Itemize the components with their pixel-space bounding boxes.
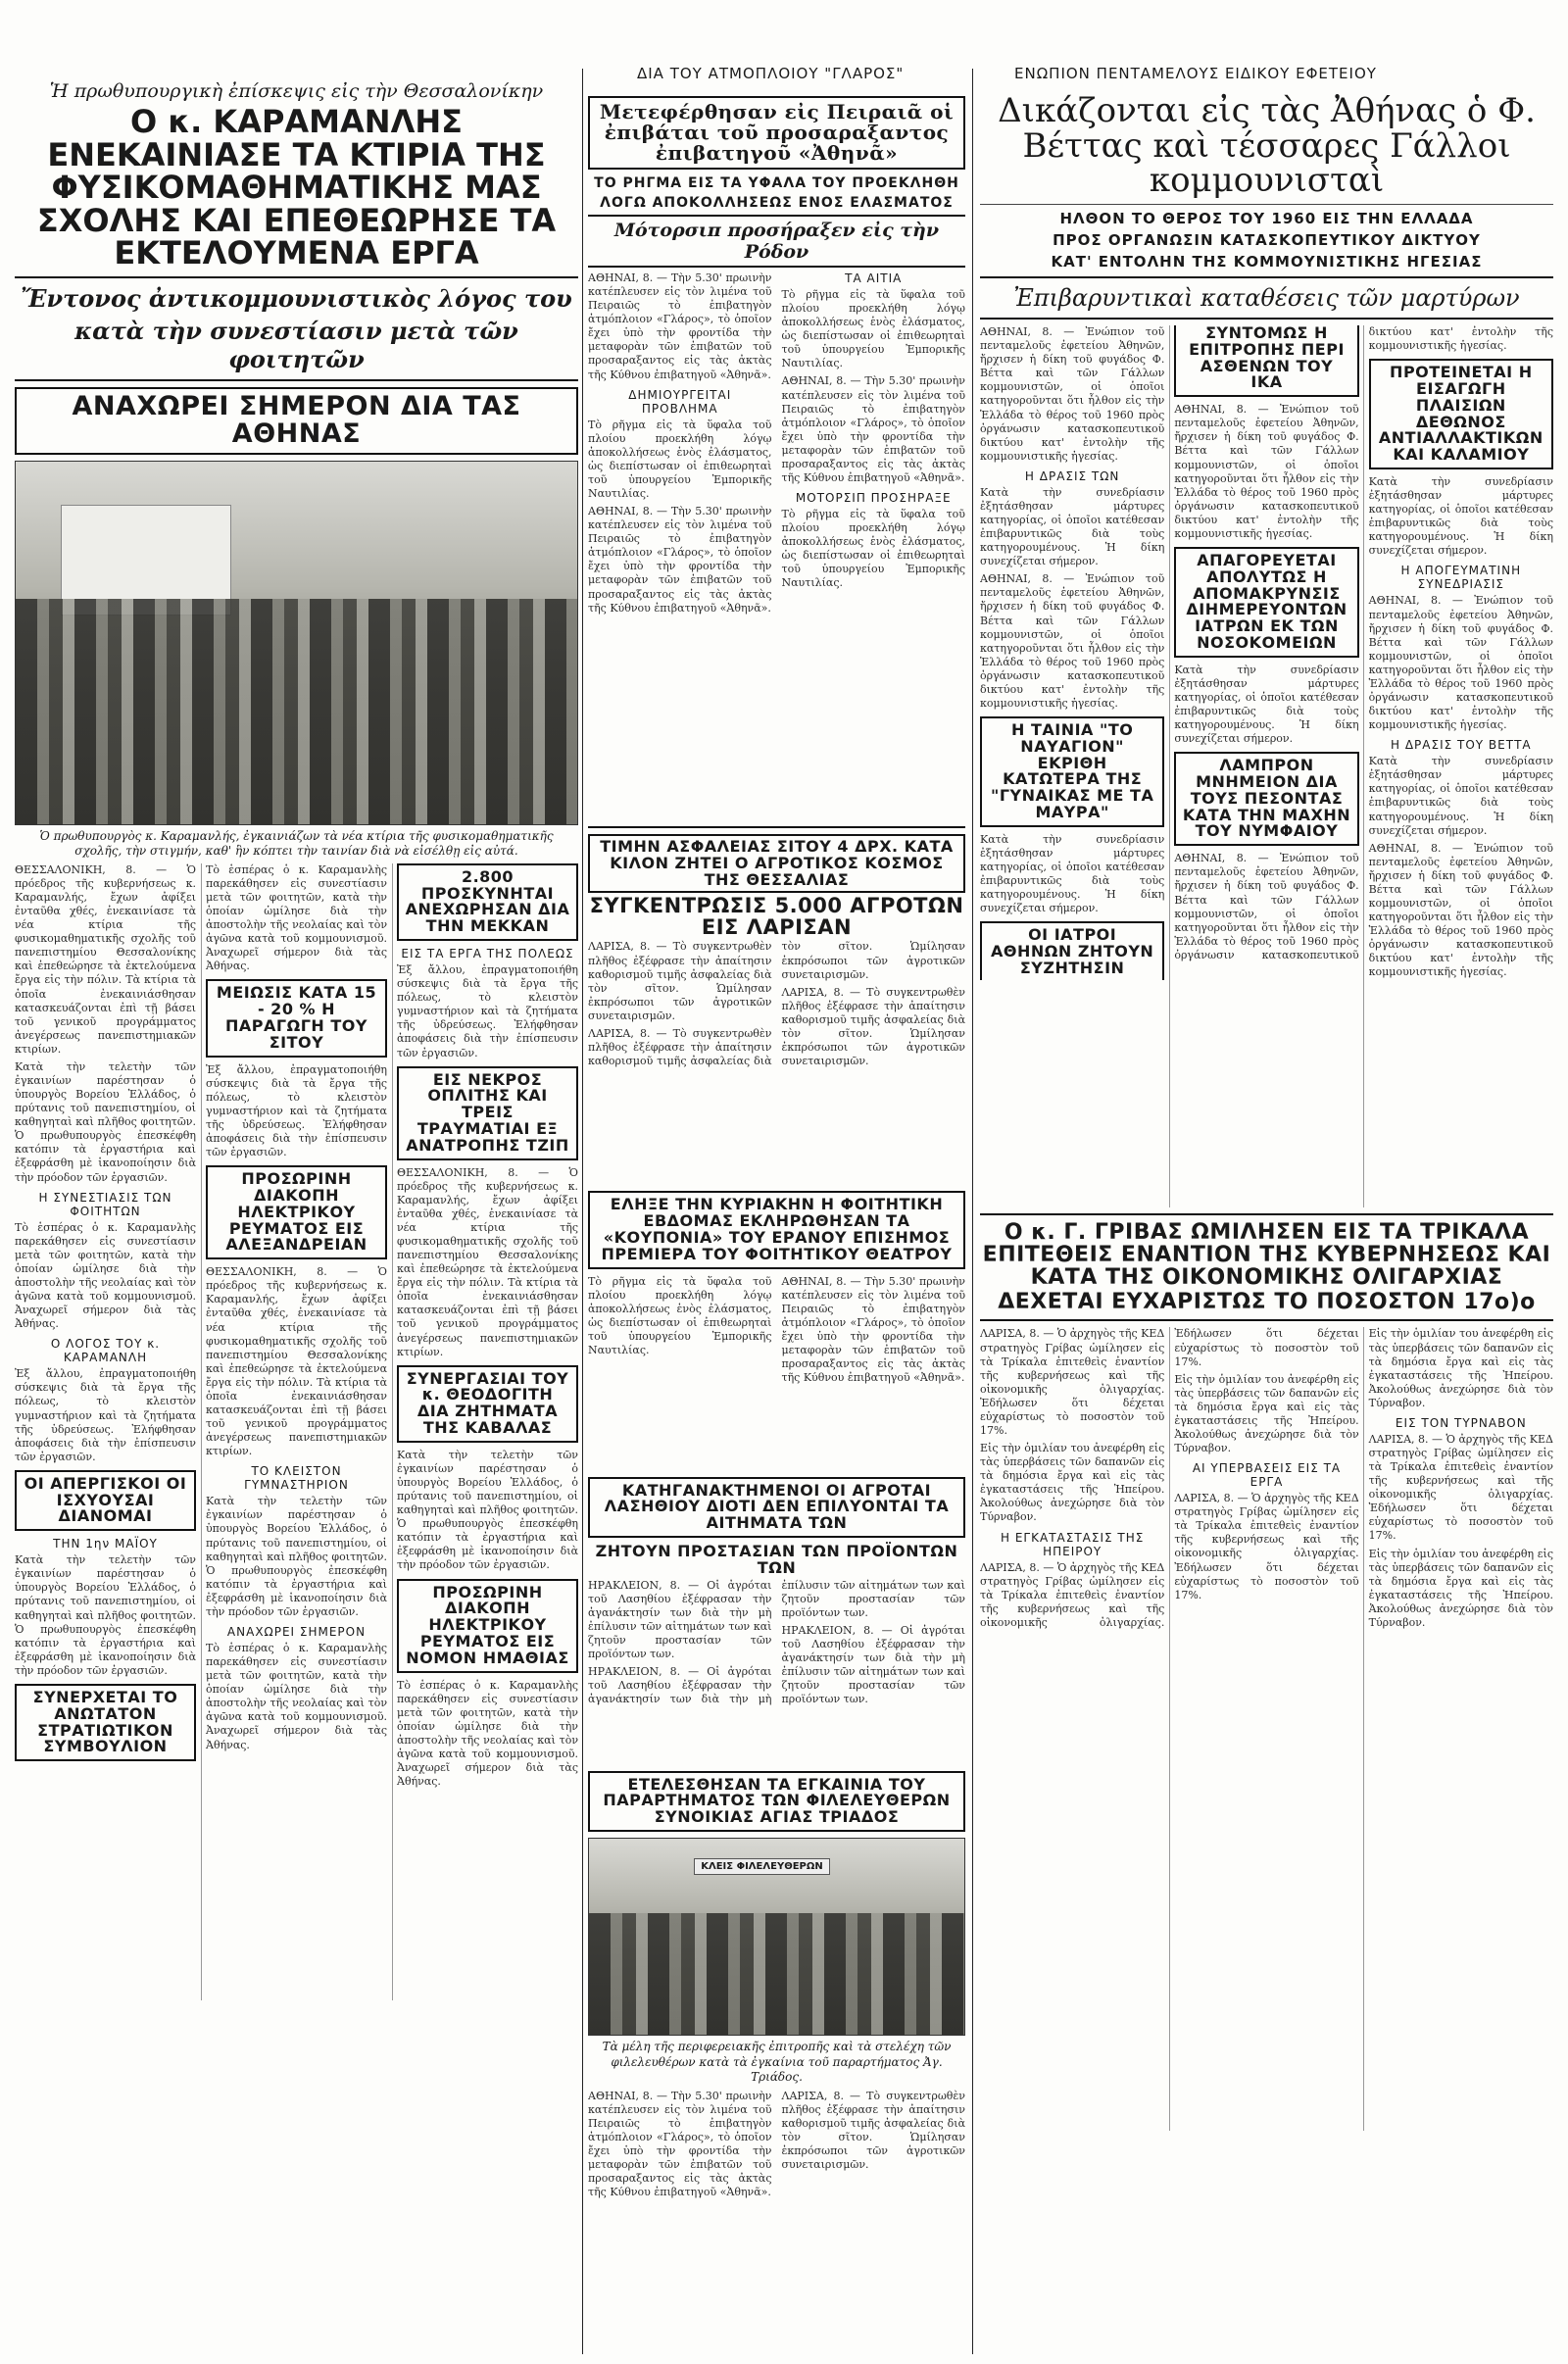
headline-film: Η ΤΑΙΝΙΑ "ΤΟ ΝΑΥΑΓΙΟΝ" ΕΚΡΙΘΗ ΚΑΤΩΤΕΡΑ ΤΗΣ "ΓΥΝΑΙΚΑΣ ΜΕ ΤΑ ΜΑΥΡΑ" (980, 716, 1164, 827)
section-heading: ΤΗΝ 1ην ΜΑΪΟΥ (53, 1537, 158, 1551)
headline-ship: Μετεφέρθησαν εἰς Πειραιᾶ οἱ ἐπιβάται τοῦ προσαραξαντος ἐπιβατηγοῦ «Ἀθηνᾶ» (588, 96, 965, 170)
paragraph: ΑΘΗΝΑΙ, 8. — Ἐνώπιον τοῦ πενταμελοῦς ἐφετείου Ἀθηνῶν, ἤρχισεν ἡ δίκη τοῦ φυγάδος Φ. Βέττα καὶ τῶν Γάλλων κομμουνιστῶν, οἱ ὁποῖοι κατηγοροῦνται ὅτι ἦλθον εἰς τὴν Ἑλλάδα τὸ θέρος τοῦ 1960 πρὸς ὀργάνωσιν κατασκοπευτικοῦ δικτύου κατ' ἐντολὴν τῆς κομμουνιστικῆς ἡγεσίας. (1368, 594, 1553, 732)
headline-power-cut: ΠΡΟΣΩΡΙΝΗ ΔΙΑΚΟΠΗ ΗΛΕΚΤΡΙΚΟΥ ΡΕΥΜΑΤΟΣ ΕΙΣ ΑΛΕΞΑΝΔΡΕΙΑΝ (206, 1165, 387, 1259)
subhead-larisa: ΣΥΓΚΕΝΤΡΩΣΙΣ 5.000 ΑΓΡΟΤΩΝ ΕΙΣ ΛΑΡΙΣΑΝ (589, 894, 964, 940)
top-label-glaros: ΔΙΑ ΤΟΥ ΑΤΜΟΠΛΟΙΟΥ "ΓΛΑΡΟΣ" (637, 65, 905, 82)
paragraph: ΑΘΗΝΑΙ, 8. — Ἐνώπιον τοῦ πενταμελοῦς ἐφετείου Ἀθηνῶν, ἤρχισεν ἡ δίκη τοῦ φυγάδος Φ. Βέττα καὶ τῶν Γάλλων κομμουνιστῶν, οἱ ὁποῖοι κατηγοροῦνται ὅτι ἦλθον εἰς τὴν Ἑλλάδα τὸ θέρος τοῦ 1960 πρὸς ὀργάνωσιν κατασκοπευτικοῦ δικτύου κατ' ἐντολὴν τῆς κομμουνιστικῆς ἡγεσίας. (1174, 325, 1553, 961)
photo-caption: Τὰ μέλη τῆς περιφερειακῆς ἐπιτροπῆς καὶ τὰ στελέχη τῶν φιλελευθέρων κατὰ τὰ ἐγκαίνια τοῦ παραρτήματος Ἀγ. Τριάδος. (602, 2040, 952, 2085)
column-vettas (980, 92, 1553, 2354)
paragraph: Τὸ ἑσπέρας ὁ κ. Καραμανλὴς παρεκάθησεν εἰς συνεστίασιν μετὰ τῶν φοιτητῶν, κατὰ τὴν ὁποίαν ὡμίλησε διὰ τὴν ἀποστολὴν τῆς νεολαίας καὶ τὸν ἀγῶνα κατὰ τοῦ κομμουνισμοῦ. Ἀναχωρεῖ σήμερον διὰ τὰς Ἀθήνας. (15, 1220, 196, 1331)
paragraph: ΗΡΑΚΛΕΙΟΝ, 8. — Οἱ ἀγρόται τοῦ Λασηθίου ἐξέφρασαν τὴν ἀγανάκτησίν των διὰ τὴν μὴ ἐπίλυσιν τῶν αἰτημάτων των καὶ ζητοῦν προστασίαν τῶν προϊόντων των. (588, 1578, 965, 1706)
paragraph: Τὸ ρῆγμα εἰς τὰ ὕφαλα τοῦ πλοίου προεκλήθη λόγῳ ἀποκολλήσεως ἑνὸς ἐλάσματος, ὡς διεπίστωσαν οἱ ἐπιθεωρηταὶ τοῦ ὑπουργείου Ἐμπορικῆς Ναυτιλίας. (781, 288, 965, 370)
section-heading: Η ΔΡΑΣΙΣ ΤΟΥ ΒΕΤΤΑ (1391, 738, 1532, 753)
paragraph: ΑΘΗΝΑΙ, 8. — Ἐνώπιον τοῦ πενταμελοῦς ἐφετείου Ἀθηνῶν, ἤρχισεν ἡ δίκη τοῦ φυγάδος Φ. Βέττα καὶ τῶν Γάλλων κομμουνιστῶν, οἱ ὁποῖοι κατηγοροῦνται ὅτι ἦλθον εἰς τὴν Ἑλλάδα τὸ θέρος τοῦ 1960 πρὸς ὀργάνωσιν κατασκοπευτικοῦ δικτύου κατ' ἐντολὴν τῆς κομμουνιστικῆς ἡγεσίας. (980, 572, 1165, 711)
divider (980, 276, 1553, 278)
headline-jeep-accident: ΕΙΣ ΝΕΚΡΟΣ ΟΠΛΙΤΗΣ ΚΑΙ ΤΡΕΙΣ ΤΡΑΥΜΑΤΙΑΙ ΕΞ ΑΝΑΤΡΟΠΗΣ ΤΖΙΠ (397, 1066, 578, 1160)
kicker: Ἡ πρωθυπουργικὴ ἐπίσκεψις εἰς τὴν Θεσσαλονίκην (49, 80, 544, 102)
article-body-a (15, 863, 578, 2000)
headline-grivas: Ο κ. Γ. ΓΡΙΒΑΣ ΩΜΙΛΗΣΕΝ ΕΙΣ ΤΑ ΤΡΙΚΑΛΑ ΕΠΙΤΕΘΕΙΣ ΕΝΑΝΤΙΟΝ ΤΗΣ ΚΥΒΕΡΝΗΣΕΩΣ ΚΑΙ ΚΑΤΑ ΤΗΣ ΟΙΚΟΝΟΜΙΚΗΣ ΟΛΙΓΑΡΧΙΑΣ (982, 1220, 1551, 1291)
headline-liberals-branch: ΕΤΕΛΕΣΘΗΣΑΝ ΤΑ ΕΓΚΑΙΝΙΑ ΤΟΥ ΠΑΡΑΡΤΗΜΑΤΟΣ ΤΩΝ ΦΙΛΕΛΕΥΘΕΡΩΝ ΣΥΝΟΙΚΙΑΣ ΑΓΙΑΣ ΤΡΙΑΔΟΣ (588, 1771, 965, 1832)
paragraph: ΛΑΡΙΣΑ, 8. — Ὁ ἀρχηγὸς τῆς ΚΕΔ στρατηγὸς Γρίβας ὡμίλησεν εἰς τὰ Τρίκαλα ἐπιτεθεὶς ἐναντίον τῆς κυβερνήσεως καὶ τῆς οἰκονομικῆς ὀλιγαρχίας. Ἐδήλωσεν ὅτι δέχεται εὐχαρίστως τὸ ποσοστὸν τοῦ 17%. (980, 1327, 1359, 1629)
paragraph: ΘΕΣΣΑΛΟΝΙΚΗ, 8. — Ὁ πρόεδρος τῆς κυβερνήσεως κ. Καραμανλής, ἔχων ἀφίξει ἐνταῦθα χθές, ἐνεκαινίασε τὰ νέα κτίρια τῆς φυσικομαθηματικῆς σχολῆς τοῦ πανεπιστημίου Θεσσαλονίκης καὶ ἐπεθεώρησε τὰ ἐκτελούμενα ἔργα εἰς τὴν πόλιν. Τὰ κτίρια τὰ ὁποῖα ἐνεκαινιάσθησαν κατασκευάζονται ἐπὶ τῇ βάσει τοῦ γενικοῦ προγράμματος ἀνεγέρσεως πανεπιστημιακῶν κτιρίων. (397, 1165, 578, 1358)
paragraph: Τὸ ἑσπέρας ὁ κ. Καραμανλὴς παρεκάθησεν εἰς συνεστίασιν μετὰ τῶν φοιτητῶν, κατὰ τὴν ὁποίαν ὡμίλησε διὰ τὴν ἀποστολὴν τῆς νεολαίας καὶ τὸν ἀγῶνα κατὰ τοῦ κομμουνισμοῦ. Ἀναχωρεῖ σήμερον διὰ τὰς Ἀθήνας. (206, 862, 387, 973)
headline-import: ΠΡΟΤΕΙΝΕΤΑΙ Η ΕΙΣΑΓΩΓΗ ΠΛΑΙΣΙΩΝ ΔΕΘΩΝΟΣ ΑΝΤΙΑΛΛΑΚΤΙΚΩΝ ΚΑΙ ΚΑΛΑΜΙΟΥ (1369, 359, 1553, 469)
section-heading: ΜΟΤΟΡΣΙΠ ΠΡΟΣΗΡΑΞΕ (795, 491, 952, 506)
photo-crowd (16, 599, 577, 823)
article-body-trial (980, 325, 1553, 1207)
headline-vettas: Δικάζονται εἰς τὰς Ἀθήνας ὁ Φ. Βέττας καὶ τέσσαρες Γάλλοι κομμουνισταὶ (998, 92, 1536, 201)
subhead-summer: ΗΛΘΟΝ ΤΟ ΘΕΡΟΣ ΤΟΥ 1960 ΕΙΣ ΤΗΝ ΕΛΛΑΔΑ (1059, 210, 1474, 228)
top-label-court: ΕΝΩΠΙΟΝ ΠΕΝΤΑΜΕΛΟΥΣ ΕΙΔΙΚΟΥ ΕΦΕΤΕΙΟΥ (1014, 65, 1377, 82)
headline-wheat: ΜΕΙΩΣΙΣ ΚΑΤΑ 15 - 20 % Η ΠΑΡΑΓΩΓΗ ΤΟΥ ΣΙΤΟΥ (206, 979, 387, 1057)
headline-strikes: ΟΙ ΑΠΕΡΓΙΣΚΟΙ ΟΙ ΙΣΧΥΟΥΣΑΙ ΔΙΑΝΟΜΑΙ (15, 1470, 196, 1531)
article-body-liberals (588, 2090, 965, 2237)
boxhead-departure: ΑΝΑΧΩΡΕΙ ΣΗΜΕΡΟΝ ΔΙΑ ΤΑΣ ΑΘΗΝΑΣ (15, 387, 578, 455)
photo-liberals (588, 1838, 965, 2036)
paragraph: ΛΑΡΙΣΑ, 8. — Ὁ ἀρχηγὸς τῆς ΚΕΔ στρατηγὸς Γρίβας ὡμίλησεν εἰς τὰ Τρίκαλα ἐπιτεθεὶς ἐναντίον τῆς κυβερνήσεως καὶ τῆς οἰκονομικῆς ὀλιγαρχίας. Ἐδήλωσεν ὅτι δέχεται εὐχαρίστως τὸ ποσοστὸν τοῦ 17%. (980, 1327, 1165, 1437)
divider (980, 1319, 1553, 1321)
headline-lasithi: ΚΑΤΗΓΑΝΑΚΤΗΜΕΝΟΙ ΟΙ ΑΓΡΟΤΑΙ ΛΑΣΗΘΙΟΥ ΔΙΟΤΙ ΔΕΝ ΕΠΙΛΥΟΝΤΑΙ ΤΑ ΑΙΤΗΜΑΤΑ ΤΩΝ (588, 1477, 965, 1538)
headline-student-week: ΕΛΗΞΕ ΤΗΝ ΚΥΡΙΑΚΗΝ Η ΦΟΙΤΗΤΙΚΗ ΕΒΔΟΜΑΣ ΕΚΛΗΡΩΘΗΣΑΝ ΤΑ «ΚΟΥΠΟΝΙΑ» ΤΟΥ ΕΡΑΝΟΥ ΕΠΙΣΗΜΟΣ ΠΡΕΜΙΕΡΑ ΤΟΥ ΦΟΙΤΗΤΙΚΟΥ ΘΕΑΤΡΟΥ (588, 1191, 965, 1268)
section-heading: Η ΔΡΑΣΙΣ ΤΩΝ (1024, 468, 1120, 483)
paragraph: ΑΘΗΝΑΙ, 8. — Ἐνώπιον τοῦ πενταμελοῦς ἐφετείου Ἀθηνῶν, ἤρχισεν ἡ δίκη τοῦ φυγάδος Φ. Βέττα καὶ τῶν Γάλλων κομμουνιστῶν, οἱ ὁποῖοι κατηγοροῦνται ὅτι ἦλθον εἰς τὴν Ἑλλάδα τὸ θέρος τοῦ 1960 πρὸς ὀργάνωσιν κατασκοπευτικοῦ δικτύου κατ' ἐντολὴν τῆς κομμουνιστικῆς ἡγεσίας. (980, 325, 1165, 463)
paragraph: Κατὰ τὴν τελετὴν τῶν ἐγκαινίων παρέστησαν ὁ ὑπουργὸς Βορείου Ἑλλάδος, ὁ πρύτανις τοῦ πανεπιστημίου, οἱ καθηγηταὶ καὶ πλῆθος φοιτητῶν. Ὁ πρωθυπουργὸς ἐπεσκέφθη κατόπιν τὰ ἐργαστήρια καὶ ἐξεφράσθη μὲ ἱκανοποίησιν διὰ τὴν πρόοδον τῶν ἐργασιῶν. (397, 1448, 578, 1572)
paragraph: ΑΘΗΝΑΙ, 8. — Τὴν 5.30' πρωινὴν κατέπλευσεν εἰς τὸν λιμένα τοῦ Πειραιῶς τὸ ἐπιβατηγὸν ἀτμόπλοιον «Γλάρος», τὸ ὁποῖον ἔχει ὑπὸ τὴν φροντίδα τὴν μεταφορὰν τῶν ἐπιβατῶν τοῦ προσαραξαντος εἰς τὰς ἀκτὰς τῆς Κύθνου ἐπιβατηγοῦ «Ἀθηνᾶ». (588, 2089, 772, 2199)
section-heading: Η ΣΥΝΕΣΤΙΑΣΙΣ ΤΩΝ ΦΟΙΤΗΤΩΝ (38, 1190, 172, 1218)
column-divider (972, 69, 973, 2354)
photo-caption: Ὁ πρωθυπουργὸς κ. Καραμανλής, ἐγκαινιάζων τὰ νέα κτίρια τῆς φυσικομαθηματικῆς σχολῆς, τὴν στιγμήν, καθ' ἣν κόπτει τὴν ταινίαν διὰ νὰ εἰσέλθῃ εἰς αὐτά. (39, 828, 554, 859)
paragraph: Εἰς τὴν ὁμιλίαν του ἀνεφέρθη εἰς τὰς ὑπερβάσεις τῶν δαπανῶν εἰς τὰ δημόσια ἔργα καὶ εἰς τὰς ἐγκαταστάσεις τῆς Ἠπείρου. Ἀκολούθως ἀνεχώρησε διὰ τὸν Τύρναβον. (980, 1442, 1165, 1524)
article-body-students (588, 1275, 965, 1471)
paragraph: Ἐξ ἄλλου, ἐπραγματοποιήθη σύσκεψις διὰ τὰ ἔργα τῆς πόλεως, τὸ κλειστὸν γυμναστήριον καὶ τὰ ζητήματα τῆς ὑδρεύσεως. Ἐλήφθησαν ἀποφάσεις διὰ τὴν ἐπίσπευσιν τῶν ἐργασιῶν. (206, 1062, 387, 1159)
paragraph: Τὸ ρῆγμα εἰς τὰ ὕφαλα τοῦ πλοίου προεκλήθη λόγῳ ἀποκολλήσεως ἑνὸς ἐλάσματος, ὡς διεπίστωσαν οἱ ἐπιθεωρηταὶ τοῦ ὑπουργείου Ἐμπορικῆς Ναυτιλίας. (588, 418, 772, 501)
column-karamanlis (15, 78, 578, 2354)
paragraph: Ἐξ ἄλλου, ἐπραγματοποιήθη σύσκεψις διὰ τὰ ἔργα τῆς πόλεως, τὸ κλειστὸν γυμναστήριον καὶ τὰ ζητήματα τῆς ὑδρεύσεως. Ἐλήφθησαν ἀποφάσεις διὰ τὴν ἐπίσπευσιν τῶν ἐργασιῶν. (15, 1367, 196, 1463)
paragraph: Κατὰ τὴν συνεδρίασιν ἐξητάσθησαν μάρτυρες κατηγορίας, οἱ ὁποῖοι κατέθεσαν ἐπιβαρυντικῶς διὰ τοὺς κατηγορουμένους. Ἡ δίκη συνεχίζεται σήμερον. (980, 485, 1165, 568)
paragraph: ΑΘΗΝΑΙ, 8. — Τὴν 5.30' πρωινὴν κατέπλευσεν εἰς τὸν λιμένα τοῦ Πειραιῶς τὸ ἐπιβατηγὸν ἀτμόπλοιον «Γλάρος», τὸ ὁποῖον ἔχει ὑπὸ τὴν φροντίδα τὴν μεταφορὰν τῶν ἐπιβατῶν τοῦ προσαραξαντος εἰς τὰς ἀκτὰς τῆς Κύθνου ἐπιβατηγοῦ «Ἀθηνᾶ». (588, 271, 772, 381)
section-heading: ΑΝΑΧΩΡΕΙ ΣΗΜΕΡΟΝ (226, 1624, 367, 1639)
paragraph: Εἰς τὴν ὁμιλίαν του ἀνεφέρθη εἰς τὰς ὑπερβάσεις τῶν δαπανῶν εἰς τὰ δημόσια ἔργα καὶ εἰς τὰς ἐγκαταστάσεις τῆς Ἠπείρου. Ἀκολούθως ἀνεχώρησε διὰ τὸν Τύρναβον. (1368, 1327, 1553, 1409)
photo-inauguration (15, 461, 578, 825)
divider (15, 276, 578, 278)
paragraph: ΛΑΡΙΣΑ, 8. — Τὸ συγκεντρωθὲν πλῆθος ἐξέφρασε τὴν ἀπαίτησιν καθορισμοῦ τιμῆς ἀσφαλείας διὰ τὸν σῖτον. Ὡμίλησαν ἐκπρόσωποι τῶν ἀγροτικῶν συνεταιρισμῶν. (588, 940, 965, 1068)
section-heading: Η ΕΓΚΑΤΑΣΤΑΣΙΣ ΤΗΣ ΗΠΕΙΡΟΥ (1001, 1530, 1145, 1558)
column-ship (588, 90, 965, 2354)
section-heading: ΤΑ ΑΙΤΙΑ (845, 271, 903, 285)
headline-kavala: ΣΥΝΕΡΓΑΣΙΑΙ ΤΟΥ κ. ΘΕΟΔΟΓΙΤΗ ΔΙΑ ΖΗΤΗΜΑΤΑ ΤΗΣ ΚΑΒΑΛΑΣ (397, 1365, 578, 1443)
article-body-lasithi (588, 1579, 965, 1765)
section-heading: ΑΙ ΥΠΕΡΒΑΣΕΙΣ ΕΙΣ ΤΑ ΕΡΓΑ (1192, 1461, 1342, 1490)
paragraph: ΑΘΗΝΑΙ, 8. — Ἐνώπιον τοῦ πενταμελοῦς ἐφετείου Ἀθηνῶν, ἤρχισεν ἡ δίκη τοῦ φυγάδος Φ. Βέττα καὶ τῶν Γάλλων κομμουνιστῶν, οἱ ὁποῖοι κατηγοροῦνται ὅτι ἦλθον εἰς τὴν Ἑλλάδα τὸ θέρος τοῦ 1960 πρὸς ὀργάνωσιν κατασκοπευτικοῦ δικτύου κατ' ἐντολὴν τῆς κομμουνιστικῆς ἡγεσίας. (1368, 841, 1553, 979)
column-divider (582, 69, 583, 2354)
paragraph: ΛΑΡΙΣΑ, 8. — Τὸ συγκεντρωθὲν πλῆθος ἐξέφρασε τὴν ἀπαίτησιν καθορισμοῦ τιμῆς ἀσφαλείας διὰ τὸν σῖτον. Ὡμίλησαν ἐκπρόσωποι τῶν ἀγροτικῶν συνεταιρισμῶν. (781, 2089, 965, 2172)
paragraph: ΗΡΑΚΛΕΙΟΝ, 8. — Οἱ ἀγρόται τοῦ Λασηθίου ἐξέφρασαν τὴν ἀγανάκτησίν των διὰ τὴν μὴ ἐπίλυσιν τῶν αἰτημάτων των καὶ ζητοῦν προστασίαν τῶν προϊόντων των. (588, 1578, 772, 1661)
divider (980, 1213, 1553, 1215)
subhead-plate: ΛΟΓΩ ΑΠΟΚΟΛΛΗΣΕΩΣ ΕΝΟΣ ΕΛΑΣΜΑΤΟΣ (600, 195, 954, 211)
paragraph: Εἰς τὴν ὁμιλίαν του ἀνεφέρθη εἰς τὰς ὑπερβάσεις τῶν δαπανῶν εἰς τὰ δημόσια ἔργα καὶ εἰς τὰς ἐγκαταστάσεις τῆς Ἠπείρου. Ἀκολούθως ἀνεχώρησε διὰ τὸν Τύρναβον. (1174, 1372, 1359, 1455)
headline-imathia-power: ΠΡΟΣΩΡΙΝΗ ΔΙΑΚΟΠΗ ΗΛΕΚΤΡΙΚΟΥ ΡΕΥΜΑΤΟΣ ΕΙΣ ΝΟΜΟΝ ΗΜΑΘΙΑΣ (397, 1579, 578, 1673)
headline-motorship: Μότορσιπ προσήραξεν εἰς τὴν Ρόδον (588, 215, 965, 268)
headline-witnesses: Ἐπιβαρυντικαὶ καταθέσεις τῶν μαρτύρων (1013, 284, 1520, 313)
divider (588, 826, 965, 828)
paragraph: ΗΡΑΚΛΕΙΟΝ, 8. — Οἱ ἀγρόται τοῦ Λασηθίου ἐξέφρασαν τὴν ἀγανάκτησίν των διὰ τὴν μὴ ἐπίλυσιν τῶν αἰτημάτων των καὶ ζητοῦν προστασίαν τῶν προϊόντων των. (781, 1623, 965, 1706)
paragraph: ΛΑΡΙΣΑ, 8. — Τὸ συγκεντρωθὲν πλῆθος ἐξέφρασε τὴν ἀπαίτησιν καθορισμοῦ τιμῆς ἀσφαλείας διὰ τὸν σῖτον. Ὡμίλησαν ἐκπρόσωποι τῶν ἀγροτικῶν συνεταιρισμῶν. (781, 985, 965, 1068)
divider (15, 379, 578, 381)
article-body-farmers (588, 940, 965, 1185)
paragraph: ΑΘΗΝΑΙ, 8. — Τὴν 5.30' πρωινὴν κατέπλευσεν εἰς τὸν λιμένα τοῦ Πειραιῶς τὸ ἐπιβατηγὸν ἀτμόπλοιον «Γλάρος», τὸ ὁποῖον ἔχει ὑπὸ τὴν φροντίδα τὴν μεταφορὰν τῶν ἐπιβατῶν τοῦ προσαραξαντος εἰς τὰς ἀκτὰς τῆς Κύθνου ἐπιβατηγοῦ «Ἀθηνᾶ». (781, 1274, 965, 1385)
paragraph: Κατὰ τὴν συνεδρίασιν ἐξητάσθησαν μάρτυρες κατηγορίας, οἱ ὁποῖοι κατέθεσαν ἐπιβαρυντικῶς διὰ τοὺς κατηγορουμένους. Ἡ δίκη συνεχίζεται σήμερον. (1368, 755, 1553, 837)
paragraph: Ἐξ ἄλλου, ἐπραγματοποιήθη σύσκεψις διὰ τὰ ἔργα τῆς πόλεως, τὸ κλειστὸν γυμναστήριον καὶ τὰ ζητήματα τῆς ὑδρεύσεως. Ἐλήφθησαν ἀποφάσεις διὰ τὴν ἐπίσπευσιν τῶν ἐργασιῶν. (397, 963, 578, 1059)
headline-military-council: ΣΥΝΕΡΧΕΤΑΙ ΤΟ ΑΝΩΤΑΤΟΝ ΣΤΡΑΤΙΩΤΙΚΟΝ ΣΥΜΒΟΥΛΙΟΝ (15, 1684, 196, 1761)
photo-crowd (589, 1913, 964, 2035)
paragraph: ΘΕΣΣΑΛΟΝΙΚΗ, 8. — Ὁ πρόεδρος τῆς κυβερνήσεως κ. Καραμανλής, ἔχων ἀφίξει ἐνταῦθα χθές, ἐνεκαινίασε τὰ νέα κτίρια τῆς φυσικομαθηματικῆς σχολῆς τοῦ πανεπιστημίου Θεσσαλονίκης καὶ ἐπεθεώρησε τὰ ἐκτελούμενα ἔργα εἰς τὴν πόλιν. Τὰ κτίρια τὰ ὁποῖα ἐνεκαινιάσθησαν κατασκευάζονται ἐπὶ τῇ βάσει τοῦ γενικοῦ προγράμματος ἀνεγέρσεως πανεπιστημιακῶν κτιρίων. (15, 862, 196, 1056)
section-heading: Ο ΛΟΓΟΣ ΤΟΥ κ. ΚΑΡΑΜΑΝΛΗ (50, 1337, 161, 1365)
paragraph: ΑΘΗΝΑΙ, 8. — Ἐνώπιον τοῦ πενταμελοῦς ἐφετείου Ἀθηνῶν, ἤρχισεν ἡ δίκη τοῦ φυγάδος Φ. Βέττα καὶ τῶν Γάλλων κομμουνιστῶν, οἱ ὁποῖοι κατηγοροῦνται ὅτι ἦλθον εἰς τὴν Ἑλλάδα τὸ θέρος τοῦ 1960 πρὸς ὀργάνωσιν κατασκοπευτικοῦ δικτύου κατ' ἐντολὴν τῆς κομμουνιστικῆς ἡγεσίας. (1174, 403, 1359, 540)
section-heading: ΕΙΣ ΤΟΝ ΤΥΡΝΑΒΟΝ (1395, 1415, 1527, 1430)
paragraph: ΘΕΣΣΑΛΟΝΙΚΗ, 8. — Ὁ πρόεδρος τῆς κυβερνήσεως κ. Καραμανλής, ἔχων ἀφίξει ἐνταῦθα χθές, ἐνεκαινίασε τὰ νέα κτίρια τῆς φυσικομαθηματικῆς σχολῆς τοῦ πανεπιστημίου Θεσσαλονίκης καὶ ἐπεθεώρησε τὰ ἐκτελούμενα ἔργα εἰς τὴν πόλιν. Τὰ κτίρια τὰ ὁποῖα ἐνεκαινιάσθησαν κατασκευάζονται ἐπὶ τῇ βάσει τοῦ γενικοῦ προγράμματος ἀνεγέρσεως πανεπιστημιακῶν κτιρίων. (206, 1265, 387, 1458)
subhead-orders: ΚΑΤ' ΕΝΤΟΛΗΝ ΤΗΣ ΚΟΜΜΟΥΝΙΣΤΙΚΗΣ ΗΓΕΣΙΑΣ (1051, 253, 1483, 271)
paragraph: Κατὰ τὴν τελετὴν τῶν ἐγκαινίων παρέστησαν ὁ ὑπουργὸς Βορείου Ἑλλάδος, ὁ πρύτανις τοῦ πανεπιστημίου, οἱ καθηγηταὶ καὶ πλῆθος φοιτητῶν. Ὁ πρωθυπουργὸς ἐπεσκέφθη κατόπιν τὰ ἐργαστήρια καὶ ἐξεφράσθη μὲ ἱκανοποίησιν διὰ τὴν πρόοδον τῶν ἐργασιῶν. (206, 1495, 387, 1618)
subhead-protection: ΖΗΤΟΥΝ ΠΡΟΣΤΑΣΙΑΝ ΤΩΝ ΠΡΟΪΟΝΤΩΝ ΤΩΝ (595, 1542, 958, 1577)
section-heading: ΕΙΣ ΤΑ ΕΡΓΑ ΤΗΣ ΠΟΛΕΩΣ (401, 947, 574, 961)
paragraph: Τὸ ρῆγμα εἰς τὰ ὕφαλα τοῦ πλοίου προεκλήθη λόγῳ ἀποκολλήσεως ἑνὸς ἐλάσματος, ὡς διεπίστωσαν οἱ ἐπιθεωρηταὶ τοῦ ὑπουργείου Ἐμπορικῆς Ναυτιλίας. (588, 1274, 772, 1357)
paragraph: ΑΘΗΝΑΙ, 8. — Τὴν 5.30' πρωινὴν κατέπλευσεν εἰς τὸν λιμένα τοῦ Πειραιῶς τὸ ἐπιβατηγὸν ἀτμόπλοιον «Γλάρος», τὸ ὁποῖον ἔχει ὑπὸ τὴν φροντίδα τὴν μεταφορὰν τῶν ἐπιβατῶν τοῦ προσαραξαντος εἰς τὰς ἀκτὰς τῆς Κύθνου ἐπιβατηγοῦ «Ἀθηνᾶ». (781, 374, 965, 485)
paragraph: ΛΑΡΙΣΑ, 8. — Τὸ συγκεντρωθὲν πλῆθος ἐξέφρασε τὴν ἀπαίτησιν καθορισμοῦ τιμῆς ἀσφαλείας διὰ τὸν σῖτον. Ὡμίλησαν ἐκπρόσωποι τῶν ἀγροτικῶν συνεταιρισμῶν. (588, 940, 772, 1022)
subhead-dinner: κατὰ τὴν συνεστίασιν μετὰ τῶν φοιτητῶν (74, 316, 518, 373)
divider (980, 204, 1553, 205)
paragraph: Κατὰ τὴν συνεδρίασιν ἐξητάσθησαν μάρτυρες κατηγορίας, οἱ ὁποῖοι κατέθεσαν ἐπιβαρυντικῶς διὰ τοὺς κατηγορουμένους. Ἡ δίκη συνεχίζεται σήμερον. (980, 832, 1165, 915)
paragraph: Εἰς τὴν ὁμιλίαν του ἀνεφέρθη εἰς τὰς ὑπερβάσεις τῶν δαπανῶν εἰς τὰ δημόσια ἔργα καὶ εἰς τὰς ἐγκαταστάσεις τῆς Ἠπείρου. Ἀκολούθως ἀνεχώρησε διὰ τὸν Τύρναβον. (1368, 1547, 1553, 1629)
paragraph: Κατὰ τὴν τελετὴν τῶν ἐγκαινίων παρέστησαν ὁ ὑπουργὸς Βορείου Ἑλλάδος, ὁ πρύτανις τοῦ πανεπιστημίου, οἱ καθηγηταὶ καὶ πλῆθος φοιτητῶν. Ὁ πρωθυπουργὸς ἐπεσκέφθη κατόπιν τὰ ἐργαστήρια καὶ ἐξεφράσθη μὲ ἱκανοποίησιν διὰ τὴν πρόοδον τῶν ἐργασιῶν. (15, 1553, 196, 1677)
subhead-rupture: ΤΟ ΡΗΓΜΑ ΕΙΣ ΤΑ ΥΦΑΛΑ ΤΟΥ ΠΡΟΕΚΛΗΘΗ (594, 175, 959, 191)
paragraph: ΑΘΗΝΑΙ, 8. — Τὴν 5.30' πρωινὴν κατέπλευσεν εἰς τὸν λιμένα τοῦ Πειραιῶς τὸ ἐπιβατηγὸν ἀτμόπλοιον «Γλάρος», τὸ ὁποῖον ἔχει ὑπὸ τὴν φροντίδα τὴν μεταφορὰν τῶν ἐπιβατῶν τοῦ προσαραξαντος εἰς τὰς ἀκτὰς τῆς Κύθνου ἐπιβατηγοῦ «Ἀθηνᾶ». (588, 505, 772, 615)
article-body-grivas (980, 1327, 1553, 2131)
article-body-ship (588, 271, 965, 820)
paragraph: Κατὰ τὴν συνεδρίασιν ἐξητάσθησαν μάρτυρες κατηγορίας, οἱ ὁποῖοι κατέθεσαν ἐπιβαρυντικῶς διὰ τοὺς κατηγορουμένους. Ἡ δίκη συνεχίζεται σήμερον. (1174, 663, 1359, 746)
headline-doctors: ΟΙ ΙΑΤΡΟΙ ΑΘΗΝΩΝ ΖΗΤΟΥΝ ΣΥΖΗΤΗΣΙΝ ΣΥΝΤΟΜΩΣ Η ΕΠΙΤΡΟΠΗΣ ΠΕΡΙ ΑΣΘΕΝΩΝ ΤΟΥ ΙΚΑ (980, 325, 1359, 979)
photo-sign: ΚΛΕΙΣ ΦΙΛΕΛΕΥΘΕΡΩΝ (694, 1858, 830, 1875)
headline-monument: ΛΑΜΠΡΟΝ ΜΝΗΜΕΙΟΝ ΔΙΑ ΤΟΥΣ ΠΕΣΟΝΤΑΣ ΚΑΤΑ ΤΗΝ ΜΑΧΗΝ ΤΟΥ ΝΥΜΦΑΙΟΥ (1174, 752, 1358, 846)
section-heading: Η ΑΠΟΓΕΥΜΑΤΙΝΗ ΣΥΝΕΔΡΙΑΣΙΣ (1400, 564, 1522, 592)
divider (980, 318, 1553, 320)
headline-pilgrims: 2.800 ΠΡΟΣΚΥΝΗΤΑΙ ΑΝΕΧΩΡΗΣΑΝ ΔΙΑ ΤΗΝ ΜΕΚΚΑΝ (397, 863, 578, 941)
paragraph: Κατὰ τὴν τελετὴν τῶν ἐγκαινίων παρέστησαν ὁ ὑπουργὸς Βορείου Ἑλλάδος, ὁ πρύτανις τοῦ πανεπιστημίου, οἱ καθηγηταὶ καὶ πλῆθος φοιτητῶν. Ὁ πρωθυπουργὸς ἐπεσκέφθη κατόπιν τὰ ἐργαστήρια καὶ ἐξεφράσθη μὲ ἱκανοποίησιν διὰ τὴν πρόοδον τῶν ἐργασιῶν. (15, 1059, 196, 1184)
headline-karamanlis: Ο κ. ΚΑΡΑΜΑΝΛΗΣ ΕΝΕΚΑΙΝΙΑΣΕ ΤΑ ΚΤΙΡΙΑ ΤΗΣ ΦΥΣΙΚΟΜΑΘΗΜΑΤΙΚΗΣ ΜΑΣ ΣΧΟΛΗΣ ΚΑΙ ΕΠΕΘΕΩΡΗΣΕ ΤΑ ΕΚΤΕΛΟΥΜΕΝΑ ΕΡΓΑ (36, 103, 557, 272)
paragraph: Τὸ ἑσπέρας ὁ κ. Καραμανλὴς παρεκάθησεν εἰς συνεστίασιν μετὰ τῶν φοιτητῶν, κατὰ τὴν ὁποίαν ὡμίλησε διὰ τὴν ἀποστολὴν τῆς νεολαίας καὶ τὸν ἀγῶνα κατὰ τοῦ κομμουνισμοῦ. Ἀναχωρεῖ σήμερον διὰ τὰς Ἀθήνας. (397, 1678, 578, 1789)
paragraph: Τὸ ρῆγμα εἰς τὰ ὕφαλα τοῦ πλοίου προεκλήθη λόγῳ ἀποκολλήσεως ἑνὸς ἐλάσματος, ὡς διεπίστωσαν οἱ ἐπιθεωρηταὶ τοῦ ὑπουργείου Ἐμπορικῆς Ναυτιλίας. (781, 508, 965, 590)
headline-hospitals: ΑΠΑΓΟΡΕΥΕΤΑΙ ΑΠΟΛΥΤΩΣ Η ΑΠΟΜΑΚΡΥΝΣΙΣ ΔΙΗΜΕΡΕΥΟΝΤΩΝ ΙΑΤΡΩΝ ΕΚ ΤΩΝ ΝΟΣΟΚΟΜΕΙΩΝ (1174, 547, 1358, 658)
subhead-grivas: ΔΕΧΕΤΑΙ ΕΥΧΑΡΙΣΤΩΣ ΤΟ ΠΟΣΟΣΤΟΝ 17ο)ο (998, 1290, 1536, 1315)
headline-wheat-price: ΤΙΜΗΝ ΑΣΦΑΛΕΙΑΣ ΣΙΤΟΥ 4 ΔΡΧ. ΚΑΤΑ ΚΙΛΟΝ ΖΗΤΕΙ Ο ΑΓΡΟΤΙΚΟΣ ΚΟΣΜΟΣ ΤΗΣ ΘΕΣΣΑΛΙΑΣ (588, 834, 965, 893)
paragraph: Τὸ ἑσπέρας ὁ κ. Καραμανλὴς παρεκάθησεν εἰς συνεστίασιν μετὰ τῶν φοιτητῶν, κατὰ τὴν ὁποίαν ὡμίλησε διὰ τὴν ἀποστολὴν τῆς νεολαίας καὶ τὸν ἀγῶνα κατὰ τοῦ κομμουνισμοῦ. Ἀναχωρεῖ σήμερον διὰ τὰς Ἀθήνας. (206, 1641, 387, 1751)
paragraph: ΛΑΡΙΣΑ, 8. — Ὁ ἀρχηγὸς τῆς ΚΕΔ στρατηγὸς Γρίβας ὡμίλησεν εἰς τὰ Τρίκαλα ἐπιτεθεὶς ἐναντίον τῆς κυβερνήσεως καὶ τῆς οἰκονομικῆς ὀλιγαρχίας. Ἐδήλωσεν ὅτι δέχεται εὐχαρίστως τὸ ποσοστὸν τοῦ 17%. (1174, 1492, 1359, 1601)
paragraph: ΛΑΡΙΣΑ, 8. — Ὁ ἀρχηγὸς τῆς ΚΕΔ στρατηγὸς Γρίβας ὡμίλησεν εἰς τὰ Τρίκαλα ἐπιτεθεὶς ἐναντίον τῆς κυβερνήσεως καὶ τῆς οἰκονομικῆς ὀλιγαρχίας. Ἐδήλωσεν ὅτι δέχεται εὐχαρίστως τὸ ποσοστὸν τοῦ 17%. (1368, 1432, 1553, 1543)
paragraph: Κατὰ τὴν συνεδρίασιν ἐξητάσθησαν μάρτυρες κατηγορίας, οἱ ὁποῖοι κατέθεσαν ἐπιβαρυντικῶς διὰ τοὺς κατηγορουμένους. Ἡ δίκη συνεχίζεται σήμερον. (1368, 475, 1553, 558)
subhead-anticommunist: Ἔντονος ἀντικομμουνιστικὸς λόγος του (21, 283, 572, 313)
section-heading: ΔΗΜΙΟΥΡΓΕΙΤΑΙ ΠΡΟΒΛΗΜΑ (628, 387, 732, 416)
subhead-network: ΠΡΟΣ ΟΡΓΑΝΩΣΙΝ ΚΑΤΑΣΚΟΠΕΥΤΙΚΟΥ ΔΙΚΤΥΟΥ (1053, 231, 1481, 250)
section-heading: ΤΟ ΚΛΕΙΣΤΟΝ ΓΥΜΝΑΣΤΗΡΙΟΝ (244, 1464, 349, 1493)
